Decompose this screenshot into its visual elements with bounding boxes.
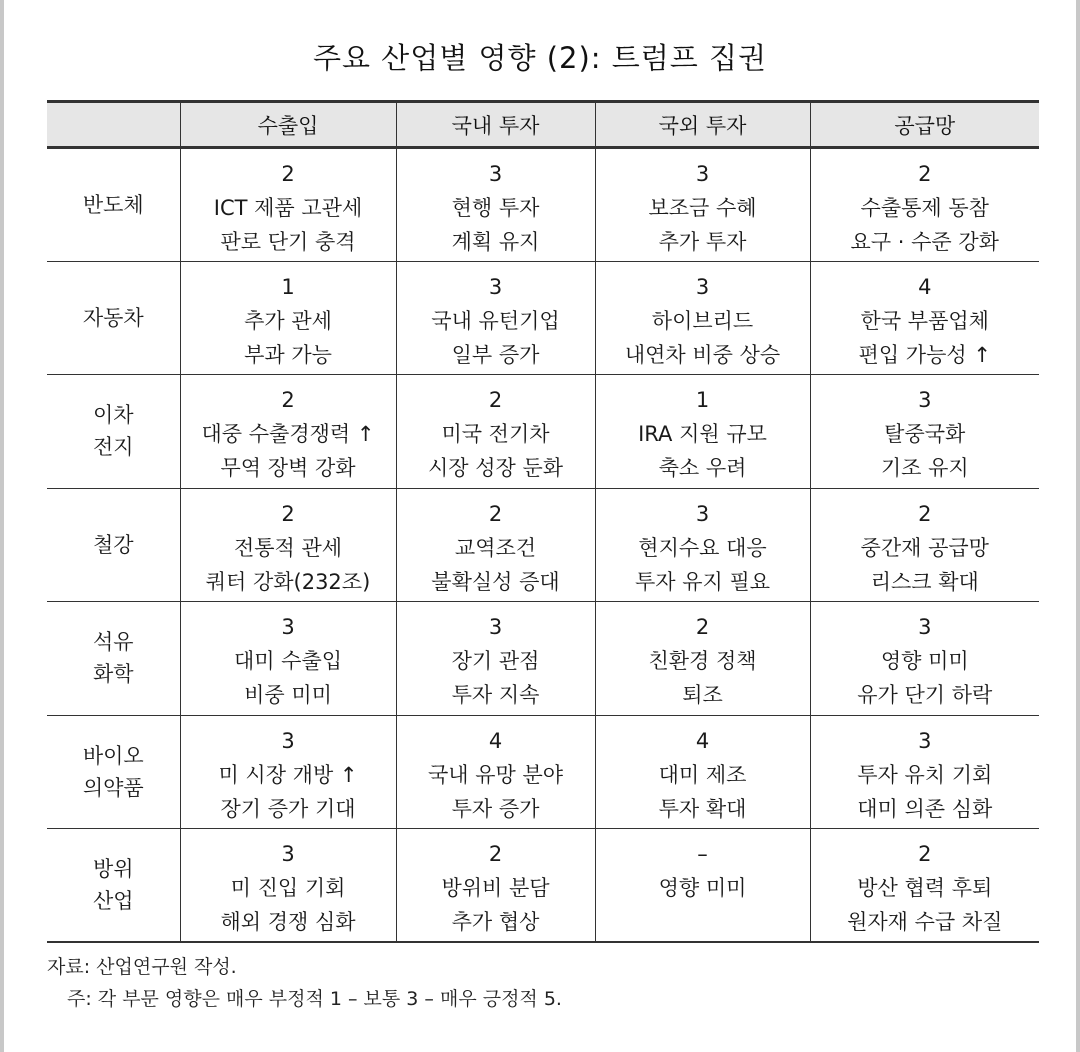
- table-cell: [810, 602, 1039, 716]
- impact-description: 일부 증가: [451, 342, 540, 367]
- impact-description: 미국 전기차: [441, 422, 550, 446]
- impact-score: 4: [488, 728, 503, 753]
- header-overseas-investment: 국외 투자: [595, 102, 810, 148]
- impact-description: 기조 유지: [880, 456, 969, 480]
- table-cell: [595, 829, 810, 943]
- table-row: [47, 261, 1039, 375]
- table-row: [47, 148, 1039, 262]
- table-cell: [396, 488, 595, 602]
- impact-score: 4: [695, 728, 710, 753]
- impact-table: [47, 100, 1039, 943]
- impact-score: 3: [918, 388, 932, 412]
- scale-note: 주: 각 부문 영향은 매우 부정적 1 – 보통 3 – 매우 긍정적 5.: [67, 988, 562, 1010]
- impact-description: 미 진입 기회: [230, 876, 346, 900]
- impact-description: 쿼터 강화(232조): [205, 569, 371, 594]
- impact-description: 투자 지속: [451, 683, 540, 707]
- table-cell: [396, 148, 595, 262]
- impact-description: 영향 미미: [880, 649, 969, 673]
- row-label: [47, 148, 180, 262]
- impact-description: 국내 유망 분야: [427, 762, 564, 787]
- table-body: [47, 148, 1039, 943]
- row-label-line: 산업: [92, 889, 134, 913]
- impact-description: 리스크 확대: [870, 569, 979, 594]
- impact-description: 투자 증가: [451, 796, 540, 821]
- table-cell: [595, 261, 810, 375]
- impact-score: 2: [281, 162, 295, 186]
- impact-score: 3: [695, 501, 710, 526]
- table-cell: [595, 488, 810, 602]
- impact-score: 3: [918, 728, 932, 753]
- header-row: [47, 102, 1039, 148]
- impact-description: 불확실성 증대: [431, 569, 560, 594]
- table-row: [47, 375, 1039, 489]
- table-cell: [810, 375, 1039, 489]
- impact-description: 하이브리드: [651, 308, 754, 333]
- impact-score: 3: [918, 615, 932, 639]
- row-label: [47, 488, 180, 602]
- row-label-line: 자동차: [82, 305, 144, 330]
- table-cell: [180, 715, 396, 829]
- impact-score: 3: [488, 162, 503, 186]
- impact-description: 미 시장 개방 ↑: [218, 762, 358, 787]
- impact-description: 현지수요 대응: [638, 535, 767, 560]
- impact-description: 방산 협력 후퇴: [857, 876, 993, 900]
- impact-description: 비중 미미: [244, 683, 332, 707]
- header-supply-chain: 공급망: [810, 102, 1039, 148]
- impact-score: 4: [918, 274, 932, 299]
- impact-description: 탈중국화: [884, 422, 966, 446]
- row-label-line: 바이오: [82, 743, 144, 768]
- row-label: [47, 715, 180, 829]
- table-row: [47, 488, 1039, 602]
- impact-score: 3: [281, 728, 295, 753]
- impact-description: 무역 장벽 강화: [220, 456, 356, 480]
- impact-description: 전통적 관세: [233, 535, 343, 560]
- table-cell: [180, 148, 396, 262]
- impact-score: 2: [488, 842, 503, 866]
- table-cell: [180, 488, 396, 602]
- table-row: [47, 715, 1039, 829]
- table-cell: [396, 829, 595, 943]
- row-label-line: 석유: [92, 630, 134, 655]
- impact-score: 3: [281, 842, 295, 866]
- impact-score: 2: [918, 501, 932, 526]
- impact-description: 퇴조: [682, 683, 723, 707]
- table-cell: [595, 602, 810, 716]
- row-label-line: 반도체: [82, 192, 144, 217]
- impact-description: 판로 단기 충격: [220, 230, 356, 254]
- table-cell: [810, 715, 1039, 829]
- impact-score: –: [697, 842, 708, 866]
- table-cell: [810, 488, 1039, 602]
- impact-score: 1: [281, 274, 295, 299]
- impact-score: 1: [695, 388, 710, 412]
- row-label-line: 화학: [92, 662, 134, 687]
- impact-description: 수출통제 동참: [860, 196, 989, 220]
- impact-description: 내연차 비중 상승: [624, 342, 781, 367]
- table-cell: [396, 715, 595, 829]
- table-row: [47, 602, 1039, 716]
- impact-description: 영향 미미: [658, 876, 747, 900]
- impact-description: 친환경 정책: [648, 649, 757, 673]
- table-title: 주요 산업별 영향 (2): 트럼프 집권: [312, 41, 768, 75]
- row-label: [47, 375, 180, 489]
- impact-description: 유가 단기 하락: [857, 683, 993, 707]
- impact-score: 2: [695, 615, 710, 639]
- row-label: [47, 261, 180, 375]
- impact-description: 요구 · 수준 강화: [850, 230, 999, 254]
- impact-description: 중간재 공급망: [860, 535, 989, 560]
- impact-description: 추가 관세: [244, 308, 332, 333]
- impact-score: 2: [918, 842, 932, 866]
- row-label-line: 철강: [92, 532, 134, 557]
- impact-score: 3: [488, 274, 503, 299]
- impact-description: 부과 가능: [244, 342, 332, 367]
- impact-description: ICT 제품 고관세: [213, 196, 363, 220]
- impact-description: 대미 제조: [658, 762, 747, 787]
- table-cell: [180, 829, 396, 943]
- table-row: [47, 829, 1039, 943]
- impact-score: 2: [488, 388, 503, 412]
- table-header: [47, 102, 1039, 148]
- impact-description: 장기 증가 기대: [220, 796, 356, 821]
- impact-description: 대중 수출경쟁력 ↑: [201, 422, 375, 446]
- impact-description: 계획 유지: [451, 230, 540, 254]
- impact-description: 교역조건: [454, 535, 537, 560]
- impact-description: 투자 확대: [658, 796, 747, 821]
- header-corner: [47, 102, 180, 148]
- header-export-import: 수출입: [180, 102, 396, 148]
- source-note: 자료: 산업연구원 작성.: [47, 956, 237, 978]
- impact-description: 한국 부품업체: [860, 308, 989, 333]
- impact-description: 편입 가능성 ↑: [858, 342, 991, 367]
- impact-description: IRA 지원 규모: [638, 422, 767, 446]
- table-cell: [180, 375, 396, 489]
- table-cell: [180, 261, 396, 375]
- header-domestic-investment: 국내 투자: [396, 102, 595, 148]
- table-cell: [595, 375, 810, 489]
- impact-description: 원자재 수급 차질: [847, 910, 1003, 934]
- row-label-line: 이차: [92, 403, 134, 428]
- footnotes: [47, 953, 562, 1013]
- table-cell: [595, 715, 810, 829]
- impact-description: 대미 의존 심화: [857, 796, 993, 821]
- impact-description: 시장 성장 둔화: [427, 456, 564, 480]
- impact-description: 해외 경쟁 심화: [220, 910, 356, 934]
- impact-description: 추가 협상: [451, 910, 540, 934]
- table-cell: [396, 602, 595, 716]
- impact-description: 대미 수출입: [233, 649, 343, 673]
- left-edge: [0, 0, 4, 1052]
- impact-description: 투자 유지 필요: [634, 569, 771, 594]
- impact-description: 장기 관점: [451, 649, 540, 673]
- impact-score: 2: [918, 162, 932, 186]
- impact-score: 2: [281, 388, 295, 412]
- impact-description: 축소 우려: [658, 456, 747, 480]
- impact-description: 추가 투자: [658, 230, 747, 254]
- table-cell: [810, 148, 1039, 262]
- impact-description: 투자 유치 기회: [857, 762, 993, 787]
- row-label-line: 전지: [92, 435, 134, 460]
- impact-score: 2: [488, 501, 503, 526]
- impact-description: 국내 유턴기업: [431, 308, 560, 333]
- table-cell: [810, 829, 1039, 943]
- impact-description: 방위비 분담: [441, 876, 550, 900]
- row-label: [47, 602, 180, 716]
- row-label: [47, 829, 180, 943]
- impact-score: 3: [695, 274, 710, 299]
- impact-score: 3: [488, 615, 503, 639]
- table-cell: [810, 261, 1039, 375]
- impact-score: 3: [281, 615, 295, 639]
- impact-description: 현행 투자: [451, 196, 540, 220]
- row-label-line: 의약품: [82, 775, 144, 800]
- impact-score: 2: [281, 501, 295, 526]
- right-edge: [1076, 0, 1080, 1052]
- table-cell: [595, 148, 810, 262]
- impact-description: 보조금 수혜: [648, 196, 757, 220]
- table-cell: [396, 375, 595, 489]
- row-label-line: 방위: [92, 857, 134, 881]
- impact-score: 3: [695, 162, 710, 186]
- table-cell: [396, 261, 595, 375]
- table-cell: [180, 602, 396, 716]
